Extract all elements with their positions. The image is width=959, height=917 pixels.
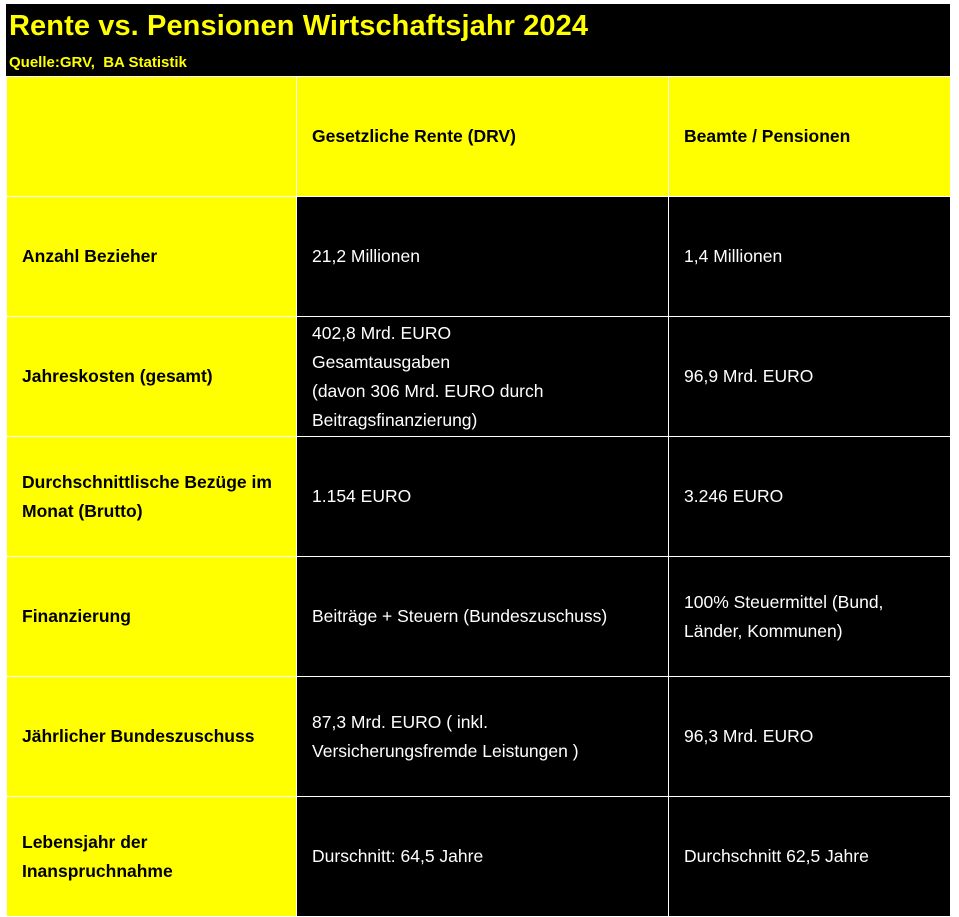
table-left-border (6, 76, 7, 910)
rente-value-cell[interactable] (297, 677, 669, 797)
pension-value-cell[interactable]: 3.246 EURO (669, 437, 951, 557)
cell-line: 87,3 Mrd. EURO ( inkl. (312, 711, 489, 732)
cell-line: 100% Steuermittel (Bund, (684, 591, 884, 612)
pension-value-cell[interactable]: 96,9 Mrd. EURO (669, 317, 951, 437)
pension-value-cell[interactable] (669, 557, 951, 677)
header-cell-pension[interactable]: Beamte / Pensionen (669, 77, 951, 197)
page-title: Rente vs. Pensionen Wirtschaftsjahr 2024 (9, 10, 589, 42)
table-row (7, 317, 951, 437)
row-label-cell[interactable] (7, 797, 297, 917)
table-row (7, 797, 951, 917)
row-label-cell[interactable]: Anzahl Bezieher (7, 197, 297, 317)
rente-value-cell[interactable]: Durschnitt: 64,5 Jahre (297, 797, 669, 917)
row-label-cell[interactable]: Finanzierung (7, 557, 297, 677)
source-note: Quelle:GRV, BA Statistik (9, 54, 187, 71)
cell-line: (davon 306 Mrd. EURO durch (312, 380, 544, 401)
row-label-cell[interactable]: Jährlicher Bundeszuschuss (7, 677, 297, 797)
pension-value-cell[interactable]: Durchschnitt 62,5 Jahre (669, 797, 951, 917)
table-header-row (7, 77, 951, 197)
title-block (6, 4, 950, 76)
pension-value-cell[interactable]: 1,4 Millionen (669, 197, 951, 317)
table-row (7, 557, 951, 677)
rente-value-cell[interactable]: 21,2 Millionen (297, 197, 669, 317)
cell-line: Beitragsfinanzierung) (312, 409, 478, 430)
comparison-table (6, 76, 951, 917)
row-label-cell[interactable]: Jahreskosten (gesamt) (7, 317, 297, 437)
cell-line: Inanspruchnahme (22, 860, 173, 881)
rente-value-cell[interactable] (297, 317, 669, 437)
cell-line: Länder, Kommunen) (684, 620, 843, 641)
header-cell-rente[interactable]: Gesetzliche Rente (DRV) (297, 77, 669, 197)
cell-line: Versicherungsfremde Leistungen ) (312, 740, 579, 761)
cell-line: Monat (Brutto) (22, 500, 143, 521)
header-cell-empty[interactable] (7, 77, 297, 197)
cell-line: 402,8 Mrd. EURO (312, 322, 452, 343)
cell-line: Gesamtausgaben (312, 351, 451, 372)
table-row (7, 677, 951, 797)
row-label-cell[interactable] (7, 437, 297, 557)
cell-line: Durchschnittlische Bezüge im (22, 471, 272, 492)
table-row (7, 197, 951, 317)
cell-line: Lebensjahr der (22, 831, 148, 852)
rente-value-cell[interactable]: 1.154 EURO (297, 437, 669, 557)
spreadsheet-sheet (6, 4, 950, 910)
rente-value-cell[interactable]: Beiträge + Steuern (Bundeszuschuss) (297, 557, 669, 677)
pension-value-cell[interactable]: 96,3 Mrd. EURO (669, 677, 951, 797)
table-row (7, 437, 951, 557)
